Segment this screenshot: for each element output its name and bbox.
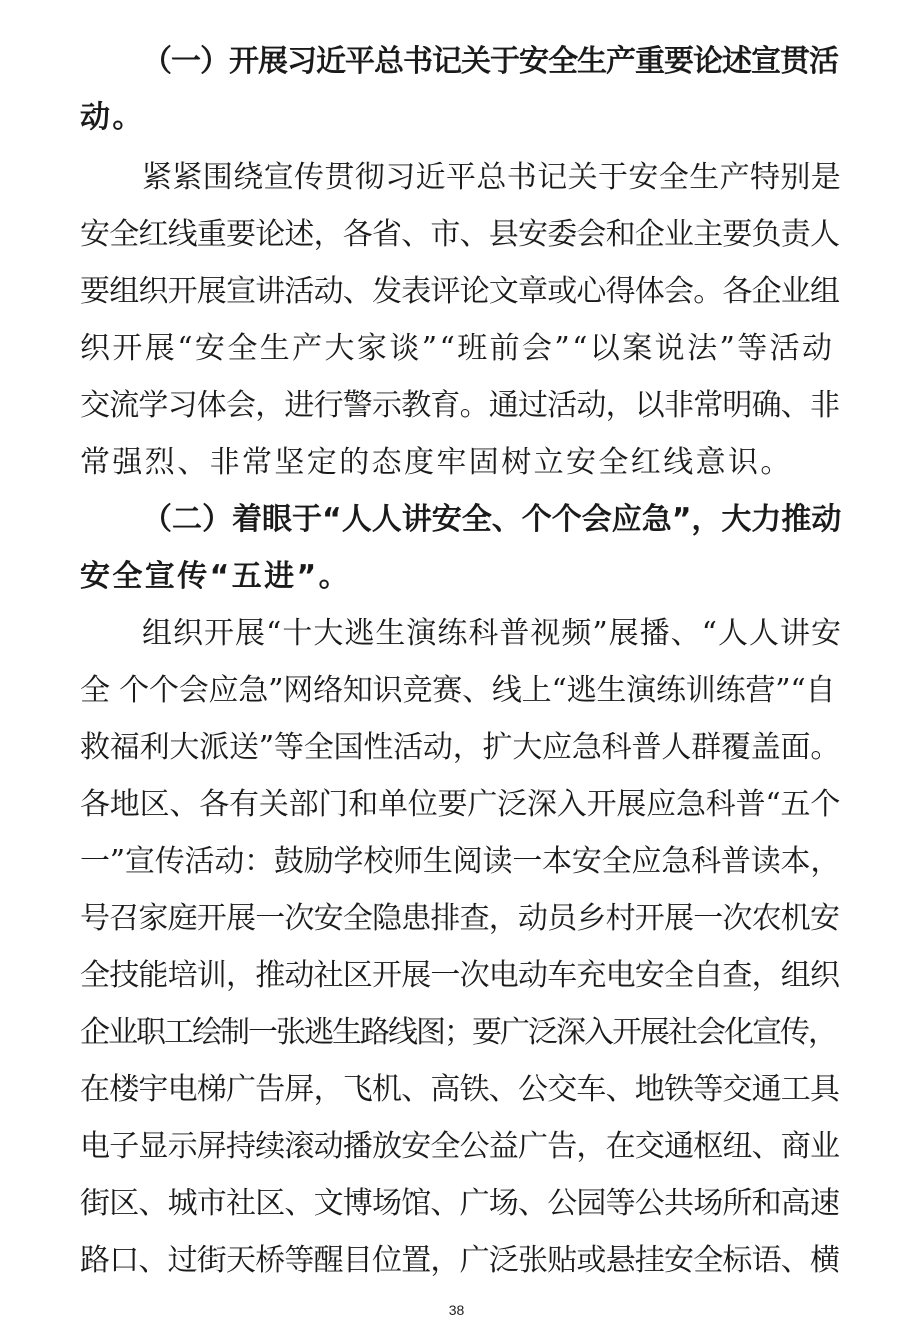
page-number: 38 <box>448 1302 465 1318</box>
section-2-paragraph-line-5: 一”宣传活动：鼓励学校师生阅读一本安全应急科普读本， <box>80 844 841 879</box>
section-2-heading-line-1: （二）着眼于“人人讲安全、个个会应急”，大力推动 <box>142 502 842 537</box>
section-2-paragraph-line-1: 组织开展“十大逃生演练科普视频”展播、“人人讲安 <box>142 616 843 651</box>
section-2-paragraph-line-4: 各地区、各有关部门和单位要广泛深入开展应急科普“五个 <box>80 787 841 822</box>
section-1-paragraph-line-4: 织开展“安全生产大家谈”“班前会”“以案说法”等活动 <box>80 331 835 366</box>
section-1-paragraph-line-3: 要组织开展宣讲活动、发表评论文章或心得体会。各企业组 <box>80 274 840 309</box>
section-2-paragraph-line-11: 街区、城市社区、文博场馆、广场、公园等公共场所和高速 <box>80 1186 840 1221</box>
section-2-paragraph-line-2: 全 个个会应急”网络知识竞赛、线上“逃生演练训练营”“自 <box>80 673 836 708</box>
section-2-paragraph-line-6: 号召家庭开展一次安全隐患排查，动员乡村开展一次农机安 <box>80 901 840 936</box>
section-1-paragraph-line-1: 紧紧围绕宣传贯彻习近平总书记关于安全生产特别是 <box>142 160 842 195</box>
section-1-paragraph-line-6: 常强烈、非常坚定的态度牢固树立安全红线意识。 <box>80 445 793 480</box>
section-2-paragraph-line-7: 全技能培训，推动社区开展一次电动车充电安全自查，组织 <box>80 958 840 993</box>
section-2-paragraph-line-12: 路口、过街天桥等醒目位置，广泛张贴或悬挂安全标语、横 <box>80 1243 840 1278</box>
section-1-paragraph-line-5: 交流学习体会，进行警示教育。通过活动，以非常明确、非 <box>80 388 840 423</box>
section-2-paragraph-line-10: 电子显示屏持续滚动播放安全公益广告，在交通枢纽、商业 <box>80 1129 840 1164</box>
section-2-paragraph-line-9: 在楼宇电梯广告屏，飞机、高铁、公交车、地铁等交通工具 <box>80 1072 840 1107</box>
section-1-heading-line-2: 动。 <box>80 100 145 135</box>
section-2-heading-line-2: 安全宣传“五进”。 <box>80 559 352 594</box>
section-1-heading-line-1: （一）开展习近平总书记关于安全生产重要论述宣贯活 <box>142 44 838 79</box>
section-1-paragraph-line-2: 安全红线重要论述，各省、市、县安委会和企业主要负责人 <box>80 217 840 252</box>
section-2-paragraph-line-8: 企业职工绘制一张逃生路线图；要广泛深入开展社会化宣传， <box>80 1015 836 1050</box>
section-2-paragraph-line-3: 救福利大派送”等全国性活动，扩大应急科普人群覆盖面。 <box>80 730 841 765</box>
